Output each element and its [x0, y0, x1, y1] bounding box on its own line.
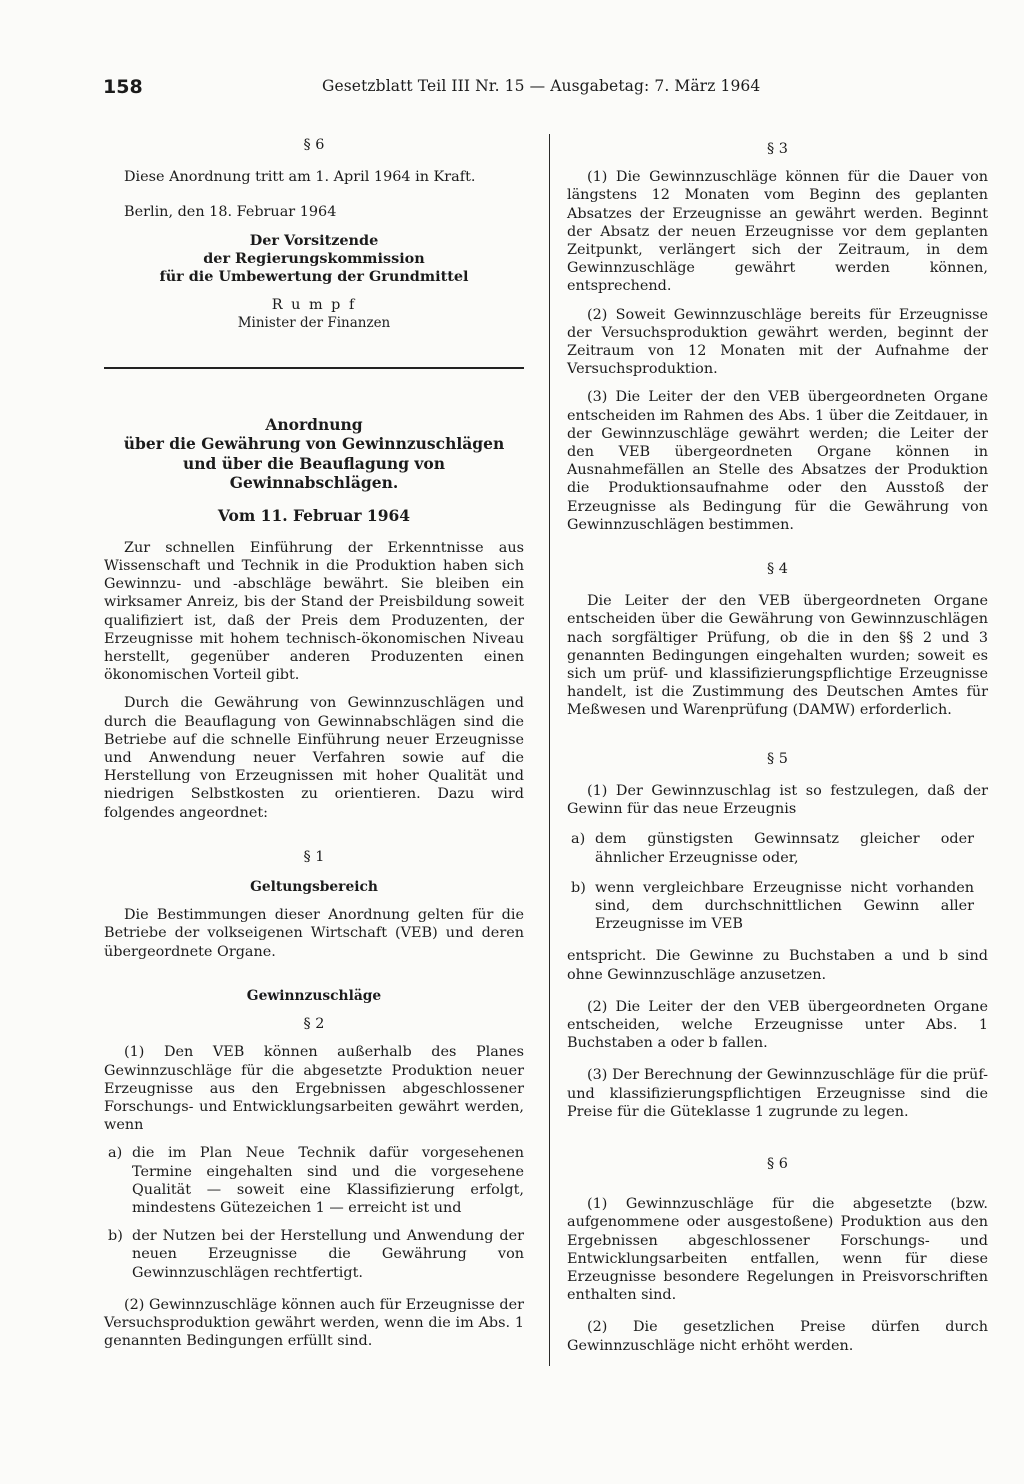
ordinance-title-line-1: Anordnung: [265, 414, 363, 434]
column-divider: [549, 134, 550, 1366]
section-6-paragraph-2: (2) Die gesetzlichen Preise dürfen durch Gewinnzuschläge nicht erhöht werden.: [567, 1319, 988, 1354]
list-text: wenn vergleichbare Erzeugnisse nicht vorhanden sind, dem durchschnittlichen Gewinn aller Erzeugnisse im VEB: [595, 879, 974, 933]
section-5-paragraph-3: (3) Der Berechnung der Gewinnzuschläge für die prüf- und klassifizierungspflichtigen Erzeugnisse sind die Preise für die Güteklasse 1 zugrunde zu legen.: [567, 1067, 988, 1120]
section-5-heading: § 5: [767, 750, 788, 767]
list-text: der Nutzen bei der Herstellung und Anwendung der neuen Erzeugnisse die Gewährung von Gewinnzuschlägen rechtfertigt.: [132, 1228, 524, 1281]
intro-paragraph-1: Zur schnellen Einführung der Erkenntnisse aus Wissenschaft und Technik in die Produktion haben sich Gewinnzu- und -abschläge bewährt. Sie bleiben ein wirksamer Anreiz, bis der Stand der Preisbildung soweit qualifiziert ist, daß der Preis dem Produzenten, der Erzeugnisse mit hohem technisch-ökonomischen Niveau herstellt, gegenüber anderen Produzenten einen ökonomischen Vorteil gibt.: [104, 539, 524, 684]
list-text: dem günstigsten Gewinnsatz gleicher oder ähnlicher Erzeugnisse oder,: [595, 831, 974, 866]
section-3-paragraph-3: (3) Die Leiter der den VEB übergeordneten Organe entscheiden im Rahmen des Abs. 1 über die Zeitdauer, in der Gewinnzuschläge gewährt werden; die Leiter der den VEB übergeordneten Organe können in Ausnahmefällen an Stelle des Absatzes der Produktion die Produktionsaufnahme oder den Ausstoß der Erzeugnisse als Bedingung für die Gewährung von Gewinnzuschlägen bestimmen.: [567, 389, 988, 533]
section-4-heading: § 4: [767, 561, 788, 578]
signature-line-3: für die Umbewertung der Grundmittel: [159, 268, 469, 286]
signature-line-2: der Regierungskommission: [203, 249, 425, 267]
left-column: [104, 130, 524, 1350]
list-text: die im Plan Neue Technik dafür vorgesehenen Termine eingehalten sind und die vorgesehene Qualität — soweit eine Klassifizierung erfolgt, mindestens Gütezeichen 1 — erreicht ist und: [132, 1145, 524, 1216]
list-label: b): [571, 879, 586, 896]
list-label: a): [571, 831, 586, 848]
section-3-paragraph-2: (2) Soweit Gewinnzuschläge bereits für Erzeugnisse der Versuchsproduktion gewährt werden, beginnt der Zeitraum von 12 Monaten mit der Aufnahme der Versuchsproduktion.: [567, 306, 988, 378]
section-3-paragraph-1: (1) Die Gewinnzuschläge können für die Dauer von längstens 12 Monaten vom Beginn des geplanten Absatzes der Erzeugnisse an gewährt werden. Beginnt der Absatz der neuen Erzeugnisse vor dem geplanten Zeitpunkt, verlängert sich der Zeitraum, in dem Gewinnzuschläge gewährt werden können, entsprechend.: [567, 169, 988, 295]
section-1-text: Die Bestimmungen dieser Anordnung gelten für die Betriebe der volkseigenen Wirtschaft (VEB) und deren übergeordnete Organe.: [104, 907, 524, 960]
running-header: Gesetzblatt Teil III Nr. 15 — Ausgabetag: 7. März 1964: [322, 77, 761, 95]
section-rule: [104, 367, 524, 369]
section-5-item-b: [567, 879, 988, 934]
section-2-paragraph-1: (1) Den VEB können außerhalb des Planes Gewinnzuschläge für die abgesetzte Produktion neuer Erzeugnisse aus den Ergebnissen abgeschlossener Forschungs- und Entwicklungsarbeiten gewährt werden, wenn: [104, 1044, 524, 1134]
section-2-paragraph-2: (2) Gewinnzuschläge können auch für Erzeugnisse der Versuchsproduktion gewährt werden, wenn die im Abs. 1 genannten Bedingungen erfüllt sind.: [104, 1296, 524, 1350]
section-5-item-a: [567, 830, 988, 866]
section-4-paragraph-1: Die Leiter der den VEB übergeordneten Organe entscheiden über die Gewährung von Gewinnzuschlägen nach sorgfältiger Prüfung, ob die in den §§ 2 und 3 genannten Bedingungen eingehalten wurden; soweit es sich um prüf- und klassifizierungspflichtige Erzeugnisse handelt, ist die Zustimmung des Deutschen Amtes für Meßwesen und Warenprüfung (DAMW) erforderlich.: [567, 593, 988, 719]
section-1-heading: § 1: [303, 848, 325, 865]
section-5-continuation: entspricht. Die Gewinne zu Buchstaben a und b sind ohne Gewinnzuschläge anzusetzen.: [567, 948, 988, 983]
list-label: a): [108, 1145, 123, 1162]
section-2-item-a: [104, 1144, 524, 1217]
prev-section-heading: § 6: [303, 137, 325, 153]
place-date: Berlin, den 18. Februar 1964: [124, 204, 337, 221]
signature-title: Minister der Finanzen: [237, 315, 391, 332]
section-1-title: Geltungsbereich: [250, 879, 378, 896]
list-label: b): [108, 1228, 123, 1245]
signature-name: R u m p f: [271, 297, 357, 314]
section-2-heading: § 2: [303, 1016, 325, 1033]
ordinance-title: [104, 415, 524, 493]
page-number: 158: [103, 76, 143, 98]
section-6-heading: § 6: [767, 1155, 788, 1172]
prev-section-text: Diese Anordnung tritt am 1. April 1964 in Kraft.: [124, 169, 476, 186]
intro-paragraph-2: Durch die Gewährung von Gewinnzuschlägen und durch die Beauflagung von Gewinnabschlägen sind die Betriebe auf die schnelle Einführung neuer Erzeugnisse und Anwendung neuer Verfahren sowie auf die Herstellung von Erzeugnissen mit hoher Qualität und niedrigen Selbstkosten zu orientieren. Dazu wird folgendes angeordnet:: [104, 695, 524, 821]
section-6-paragraph-1: (1) Gewinnzuschläge für die abgesetzte (bzw. aufgenommene oder ausgestoßene) Produktion aus den Ergebnissen abgeschlossener Forschungs- und Entwicklungsarbeiten entfallen, wenn für diese Erzeugnisse besondere Regelungen in Preisvorschriften enthalten sind.: [567, 1196, 988, 1304]
part-title: Gewinnzuschläge: [246, 987, 382, 1004]
ordinance-date: Vom 11. Februar 1964: [217, 505, 411, 525]
signature-line-1: Der Vorsitzende: [249, 231, 379, 249]
section-5-paragraph-1: (1) Der Gewinnzuschlag ist so festzulegen, daß der Gewinn für das neue Erzeugnis: [567, 782, 988, 818]
section-2-item-b: [104, 1227, 524, 1282]
ordinance-title-line-2: über die Gewährung von Gewinnzuschlägen: [123, 434, 505, 454]
section-3-heading: § 3: [767, 141, 788, 157]
right-column: [567, 130, 988, 1355]
ordinance-title-line-3: und über die Beauflagung von Gewinnabschlägen.: [182, 453, 446, 493]
section-5-paragraph-2: (2) Die Leiter der den VEB übergeordneten Organe entscheiden, welche Erzeugnisse unter Abs. 1 Buchstaben a oder b fallen.: [567, 998, 988, 1052]
